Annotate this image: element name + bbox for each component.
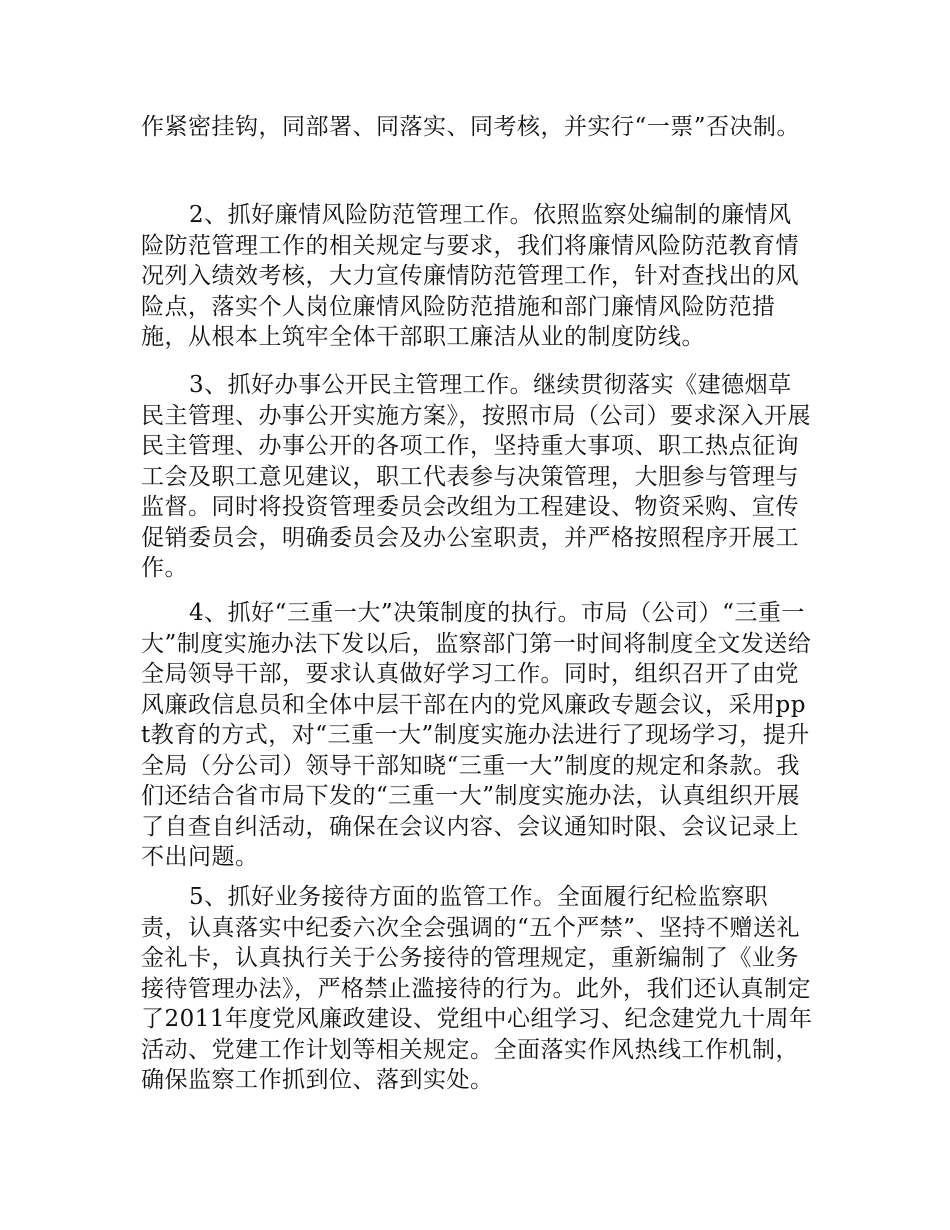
- paragraph-4: 4、抓好“三重一大”决策制度的执行。市局（公司）“三重一大”制度实施办法下发以后，监察部门第一时间将制度全文发送给全局领导干部，要求认真做好学习工作。同时，组织召开了由党风廉政信息员和全体中层干部在内的党风廉政专题会议，采用ppt教育的方式，对“三重一大”制度实施办法进行了现场学习，提升全局（分公司）领导干部知晓“三重一大”制度的规定和条款。我们还结合省市局下发的“三重一大”制度实施办法，认真组织开展了自查自纠活动，确保在会议内容、会议通知时限、会议记录上不出问题。: [141, 600, 812, 870]
- paragraph-5: 5、抓好业务接待方面的监管工作。全面履行纪检监察职责，认真落实中纪委六次全会强调的“五个严禁”、坚持不赠送礼金礼卡，认真执行关于公务接待的管理规定，重新编制了《业务接待管理办法》，严格禁止滥接待的行为。此外，我们还认真制定了2011年度党风廉政建设、党组中心组学习、纪念建党九十周年活动、党建工作计划等相关规定。全面落实作风热线工作机制，确保监察工作抓到位、落到实处。: [141, 884, 813, 1093]
- paragraph-2: 2、抓好廉情风险防范管理工作。依照监察处编制的廉情风险防范管理工作的相关规定与要求，我们将廉情风险防范教育情况列入绩效考核，大力宣传廉情防范管理工作，针对查找出的风险点，落实个人岗位廉情风险防范措施和部门廉情风险防范措施，从根本上筑牢全体干部职工廉洁从业的制度防线。: [141, 202, 799, 350]
- paragraph-3: 3、抓好办事公开民主管理工作。继续贯彻落实《建德烟草民主管理、办事公开实施方案》，按照市局（公司）要求深入开展民主管理、办事公开的各项工作，坚持重大事项、职工热点征询工会及职工意见建议，职工代表参与决策管理，大胆参与管理与监督。同时将投资管理委员会改组为工程建设、物资采购、宣传促销委员会，明确委员会及办公室职责，并严格按照程序开展工作。: [141, 372, 811, 581]
- paragraph-continuation: 作紧密挂钩，同部署、同落实、同考核，并实行“一票”否决制。: [141, 114, 801, 140]
